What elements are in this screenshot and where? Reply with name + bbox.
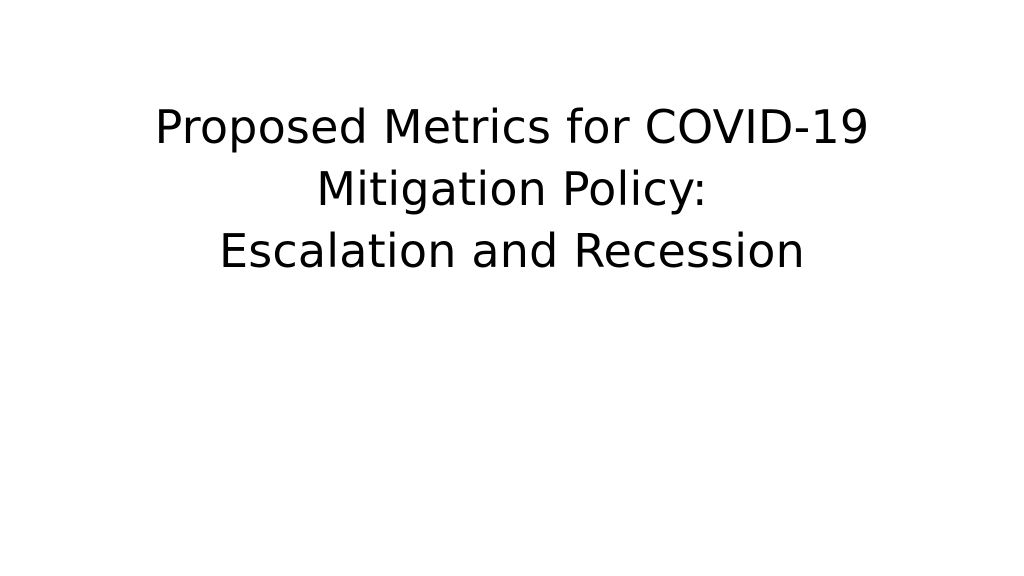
slide-title <box>0 96 1024 282</box>
title-line-2: Mitigation Policy: <box>316 162 708 216</box>
title-line-1: Proposed Metrics for COVID-19 <box>154 100 870 154</box>
title-line-3: Escalation and Recession <box>219 224 805 278</box>
